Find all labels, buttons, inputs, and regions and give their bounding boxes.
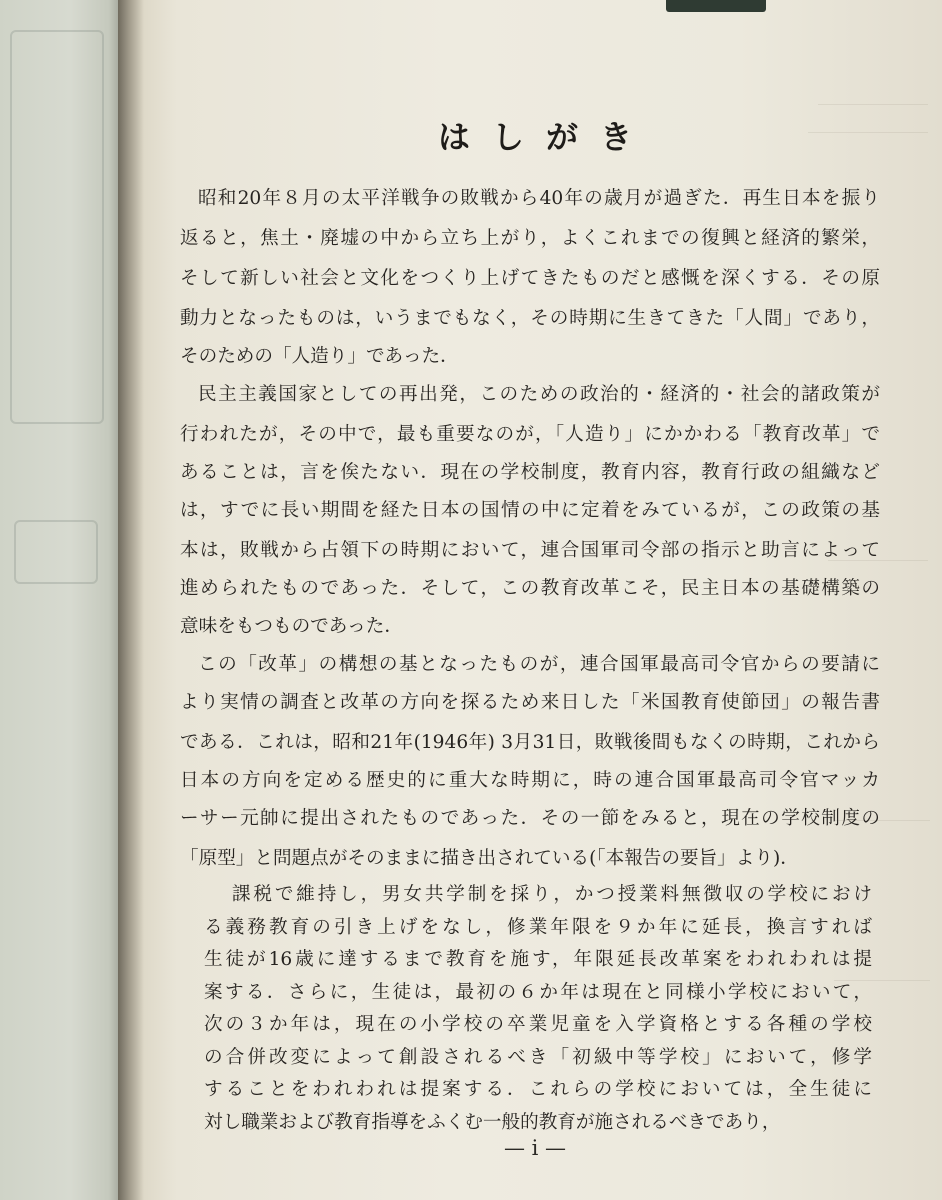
quoted-text-line: の合併改変によって創設されるべき「初級中等学校」において，修学 (204, 1046, 872, 1068)
body-text-line: そのための「人造り」であった． (180, 346, 459, 367)
spine-shadow (118, 0, 144, 1200)
body-text-line: ーサー元帥に提出されたものであった．その一節をみると，現在の学校制度の (180, 808, 880, 829)
quoted-text-line: 生徒が16歳に達するまで教育を施す，年限延長改革案をわれわれは提 (204, 949, 872, 970)
body-text-line: は，すでに長い期間を経た日本の国情の中に定着をみているが，この政策の基 (180, 500, 880, 521)
body-text-line: そして新しい社会と文化をつくり上げてきたものだと感慨を深くする．その原 (180, 268, 880, 289)
body-text-line: より実情の調査と改革の方向を探るため来日した「米国教育使節団」の報告書 (180, 692, 880, 713)
body-text-line: 「原型」と問題点がそのままに描き出されている(「本報告の要旨」より)． (180, 848, 799, 869)
bleed-through-line (818, 104, 928, 105)
body-text-line: この「改革」の構想の基となったものが，連合国軍最高司令官からの要請に (198, 654, 880, 675)
cover-mark (14, 520, 98, 584)
body-text-line: 日本の方向を定める歴史的に重大な時期に，時の連合国軍最高司令官マッカ (180, 770, 880, 791)
page-title: はしがき (437, 118, 654, 156)
body-text-line: 本は，敗戦から占領下の時期において，連合国軍司令部の指示と助言によって (180, 540, 880, 561)
body-text-line: あることは，言を俟たない．現在の学校制度，教育内容，教育行政の組織など (180, 462, 880, 483)
page-number: — i — (503, 1136, 567, 1160)
quoted-text-line: することをわれわれは提案する．これらの学校においては，全生徒に (204, 1079, 872, 1100)
body-text-line: 動力となったものは，いうまでもなく，その時期に生きてきた「人間」であり， (180, 308, 880, 329)
body-text-line: 意味をもつものであった． (180, 616, 403, 637)
book-page (128, 0, 942, 1200)
cover-frame-mark (10, 30, 104, 424)
quoted-text-line: 案する．さらに，生徒は，最初の６か年は現在と同様小学校において， (204, 981, 872, 1003)
bookmark-ribbon (666, 0, 766, 12)
quoted-text-line: る義務教育の引き上げをなし，修業年限を９か年に延長，換言すれば (204, 916, 872, 938)
quoted-text-line: 課税で維持し，男女共学制を採り，かつ授業料無徴収の学校におけ (232, 884, 872, 905)
quoted-text-line: 対し職業および教育指導をふくむ一般的教育が施されるべきであり， (204, 1111, 781, 1133)
body-text-line: 昭和20年８月の太平洋戦争の敗戦から40年の歳月が過ぎた．再生日本を振り (198, 188, 880, 209)
body-text-line: 進められたものであった．そして，この教育改革こそ，民主日本の基礎構築の (180, 578, 880, 599)
body-text-line: 返ると，焦土・廃墟の中から立ち上がり，よくこれまでの復興と経済的繁栄， (180, 228, 880, 249)
body-text-line: である．これは，昭和21年(1946年) 3月31日，敗戦後間もなくの時期，これから (180, 732, 880, 753)
book-cover-edge (0, 0, 128, 1200)
quoted-text-line: 次の３か年は，現在の小学校の卒業児童を入学資格とする各種の学校 (204, 1014, 872, 1035)
body-text-line: 民主主義国家としての再出発，このための政治的・経済的・社会的諸政策が (198, 384, 880, 405)
body-text-line: 行われたが，その中で，最も重要なのが，「人造り」にかかわる「教育改革」で (180, 424, 880, 445)
